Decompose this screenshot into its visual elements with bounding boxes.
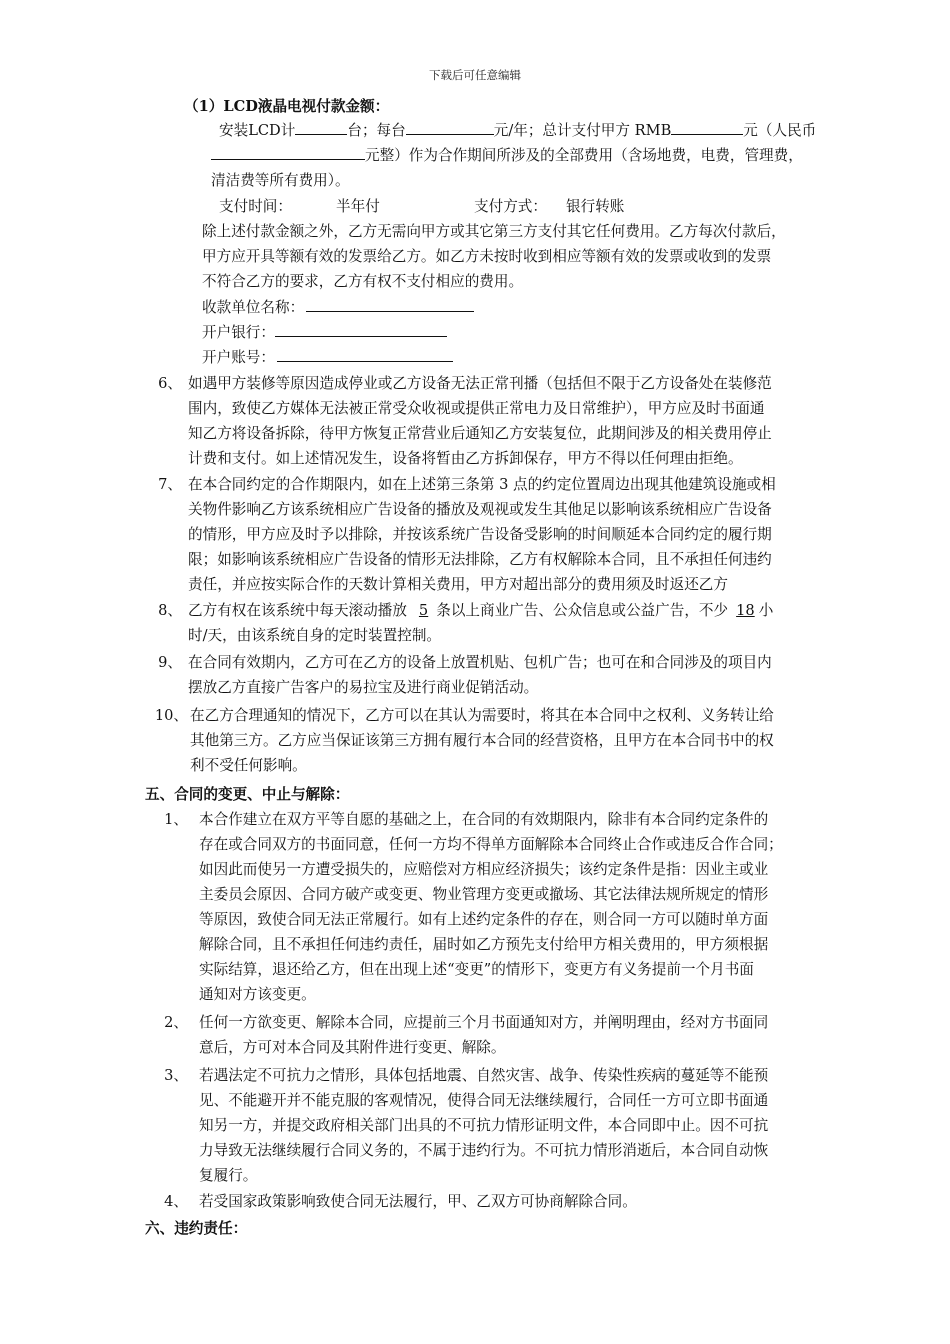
- line: 本合作建立在双方平等自愿的基础之上，在合同的有效期限内，除非有本合同约定条件的: [199, 811, 769, 828]
- account-blank: [277, 346, 453, 362]
- s5-item-3-text: [199, 1063, 879, 1188]
- line: 在乙方合理通知的情况下，乙方可以在其认为需要时，将其在本合同中之权利、义务转让给: [190, 707, 774, 724]
- text: 台；每台: [347, 122, 406, 139]
- line: 的情形，甲方应及时予以排除，并按该系统广告设备受影响的时间顺延本合同约定的履行期: [188, 526, 772, 543]
- line: 在合同有效期内，乙方可在乙方的设备上放置机贴、包机广告；也可在和合同涉及的项目内: [188, 654, 772, 671]
- hours-value: 18: [736, 602, 755, 619]
- lcd-title: （1）LCD液晶电视付款金额：: [184, 98, 390, 115]
- page-header: 下载后可任意编辑: [429, 68, 521, 82]
- line: 若遇法定不可抗力之情形，具体包括地震、自然灾害、战争、传染性疾病的蔓延等不能预: [199, 1067, 769, 1084]
- ad-count-value: 5: [418, 602, 429, 619]
- line: 等原因，致使合同无法正常履行。如有上述约定条件的存在，则合同一方可以随时单方面: [199, 911, 769, 928]
- s5-item-3-num: 3、: [164, 1067, 188, 1084]
- text: 条以上商业广告、公众信息或公益广告，不少: [436, 602, 729, 619]
- line: 知另一方，并提交政府相关部门出具的不可抗力情形证明文件，本合同即中止。因不可抗: [199, 1117, 769, 1134]
- item-9-num: 9、: [158, 654, 182, 671]
- line: 在本合同约定的合作期限内，如在上述第三条第 3 点的约定位置周边出现其他建筑设施或相: [188, 476, 776, 493]
- item-6-text: [188, 371, 888, 471]
- blank-price: [406, 119, 494, 135]
- lcd-para-2: 甲方应开具等额有效的发票给乙方。如乙方未按时收到相应等额有效的发票或收到的发票: [202, 248, 772, 265]
- payee-blank: [306, 296, 474, 312]
- line: 主委员会原因、合同方破产或变更、物业管理方变更或撤场、其它法律法规所规定的情形: [199, 886, 769, 903]
- item-7-num: 7、: [158, 476, 182, 493]
- line: [188, 598, 888, 623]
- blank-quantity: [295, 119, 347, 135]
- account-label: 开户账号：: [202, 349, 275, 366]
- s5-item-1-num: 1、: [164, 811, 188, 828]
- s5-item-1-text: [199, 807, 879, 1007]
- pay-time-value: 半年付: [336, 198, 380, 215]
- bank-blank: [275, 321, 447, 337]
- blank-total: [671, 119, 743, 135]
- s5-item-4-num: 4、: [164, 1193, 188, 1210]
- s5-item-2-num: 2、: [164, 1014, 188, 1031]
- pay-method-value: 银行转账: [566, 198, 625, 215]
- lcd-line-3: 清洁费等所有费用）。: [211, 172, 350, 189]
- lcd-para-1: 除上述付款金额之外，乙方无需向甲方或其它第三方支付其它任何费用。乙方每次付款后，: [202, 223, 786, 240]
- line: 限；如影响该系统相应广告设备的情形无法排除，乙方有权解除本合同，且不承担任何违约: [188, 551, 772, 568]
- line: 如遇甲方装修等原因造成停业或乙方设备无法正常刊播（包括但不限于乙方设备处在装修范: [188, 375, 772, 392]
- payee-label: 收款单位名称：: [202, 299, 305, 316]
- account-row: [202, 345, 453, 370]
- payee-row: [202, 295, 474, 320]
- text: 元（人民币: [743, 122, 817, 139]
- lcd-line-1: [219, 118, 816, 143]
- line: 复履行。: [199, 1167, 258, 1184]
- line: 意后，方可对本合同及其附件进行变更、解除。: [199, 1039, 506, 1056]
- line: 时/天，由该系统自身的定时装置控制。: [188, 627, 442, 644]
- line: 若受国家政策影响致使合同无法履行，甲、乙双方可协商解除合同。: [199, 1193, 637, 1210]
- line: 任何一方欲变更、解除本合同，应提前三个月书面通知对方，并阐明理由，经对方书面同: [199, 1014, 769, 1031]
- line: 摆放乙方直接广告客户的易拉宝及进行商业促销活动。: [188, 679, 539, 696]
- line: 如因此而使另一方遭受损失的，应赔偿对方相应经济损失；该约定条件是指：因业主或业: [199, 861, 769, 878]
- item-8-num: 8、: [158, 602, 182, 619]
- line: 力导致无法继续履行合同义务的，不属于违约行为。不可抗力情形消逝后，本合同自动恢: [199, 1142, 769, 1159]
- line: 知乙方将设备拆除，待甲方恢复正常营业后通知乙方安装复位，此期间涉及的相关费用停止: [188, 425, 772, 442]
- pay-method-label: 支付方式：: [474, 198, 547, 215]
- section-5-title: 五、合同的变更、中止与解除：: [145, 786, 350, 803]
- pay-time-label: 支付时间：: [219, 198, 292, 215]
- line: 见、不能避开并不能克服的客观情况，使得合同无法继续履行，合同任一方可立即书面通: [199, 1092, 769, 1109]
- line: 关物件影响乙方该系统相应广告设备的播放及观视或发生其他足以影响该系统相应广告设备: [188, 501, 772, 518]
- lcd-line-2: [211, 143, 803, 168]
- s5-item-2-text: [199, 1010, 879, 1060]
- text: 元整）作为合作期间所涉及的全部费用（含场地费，电费，管理费，: [365, 147, 803, 164]
- s5-item-4-text: [199, 1189, 879, 1214]
- line: 利不受任何影响。: [190, 757, 307, 774]
- text: 乙方有权在该系统中每天滚动播放: [188, 602, 407, 619]
- item-6-num: 6、: [158, 375, 182, 392]
- line: 实际结算，退还给乙方，但在出现上述“变更”的情形下，变更方有义务提前一个月书面: [199, 961, 754, 978]
- line: 解除合同，且不承担任何违约责任，届时如乙方预先支付给甲方相关费用的，甲方须根据: [199, 936, 769, 953]
- line: 责任，并应按实际合作的天数计算相关费用，甲方对超出部分的费用须及时返还乙方: [188, 576, 728, 593]
- bank-row: [202, 320, 447, 345]
- bank-label: 开户银行：: [202, 324, 275, 341]
- blank-rmb-words: [211, 144, 365, 160]
- line: 存在或合同双方的书面同意，任何一方均不得单方面解除本合同终止合作或违反合作合同；: [199, 836, 783, 853]
- section-6-title: 六、违约责任：: [145, 1220, 248, 1237]
- line: 通知对方该变更。: [199, 986, 316, 1003]
- line: 计费和支付。如上述情况发生，设备将暂由乙方拆卸保存，甲方不得以任何理由拒绝。: [188, 450, 743, 467]
- item-10-num: 10、: [154, 707, 188, 724]
- item-9-text: [188, 650, 888, 700]
- lcd-para-3: 不符合乙方的要求，乙方有权不支付相应的费用。: [202, 273, 524, 290]
- text: 元/年；总计支付甲方 RMB: [493, 122, 672, 139]
- text: 安装LCD计: [219, 122, 296, 139]
- text: 小: [758, 602, 774, 619]
- item-8-text: [188, 598, 888, 648]
- line: 其他第三方。乙方应当保证该第三方拥有履行本合同的经营资格，且甲方在本合同书中的权: [190, 732, 774, 749]
- item-10-text: [190, 703, 890, 778]
- line: 围内，致使乙方媒体无法被正常受众收视或提供正常电力及日常维护），甲方应及时书面通: [188, 400, 765, 417]
- item-7-text: [188, 472, 888, 597]
